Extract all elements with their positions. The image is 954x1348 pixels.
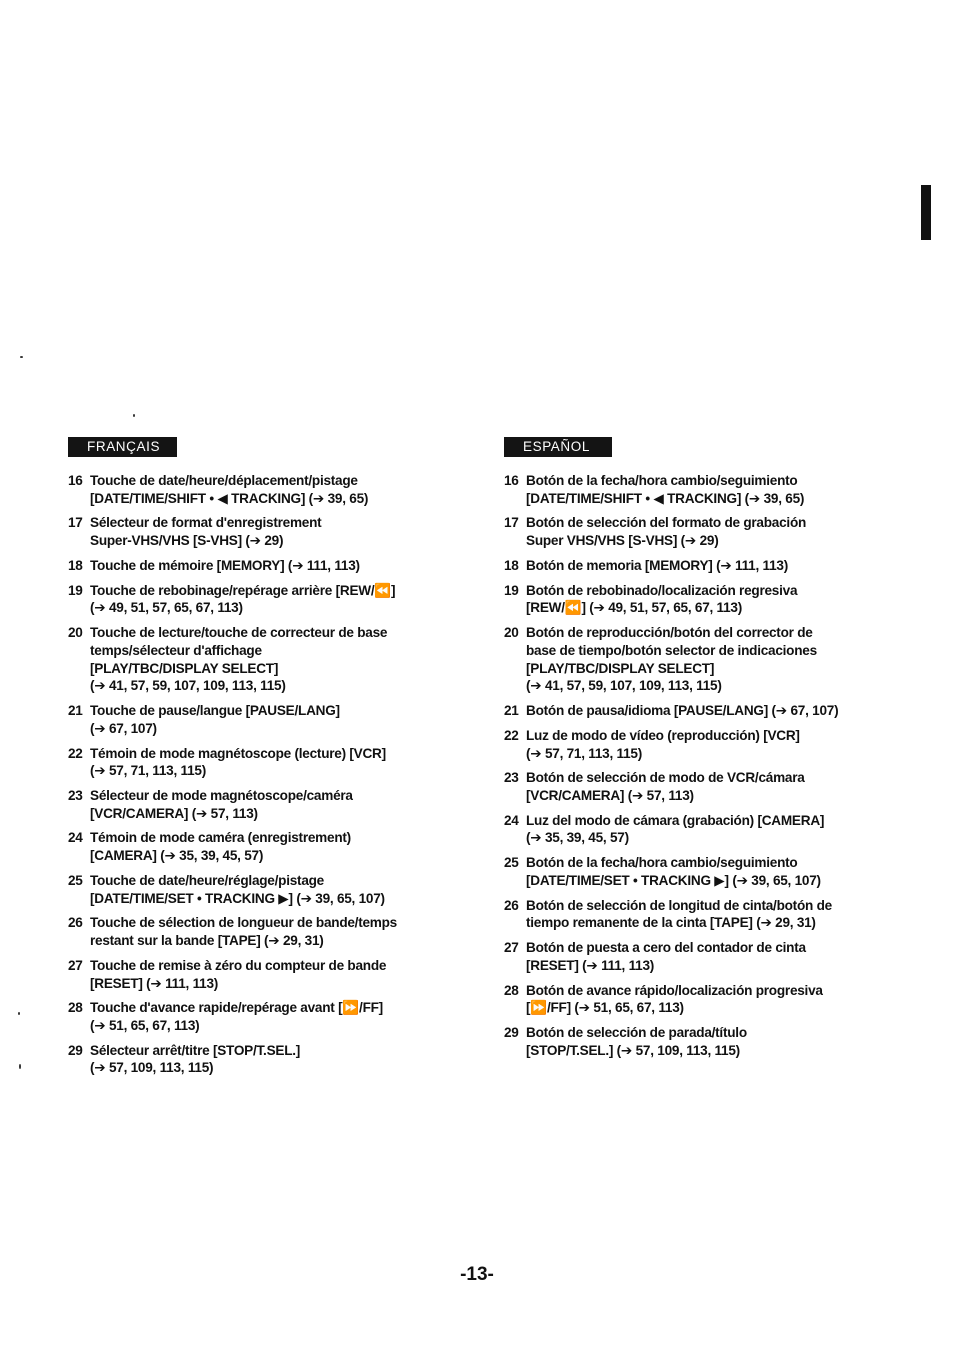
item-number: 29 [504,1025,519,1041]
item-number: 23 [68,787,83,803]
item-number: 20 [504,625,519,641]
espanol-list [504,472,884,1059]
item-number: 26 [68,915,83,931]
item-line: Botón de selección de longitud de cinta/botón de [526,897,832,913]
item-line: [VCR/CAMERA] (➔ 57, 113) [526,787,694,803]
item-line: Luz del modo de cámara (grabación) [CAMERA] [526,812,825,828]
scan-speck [19,1064,21,1069]
item-number: 17 [504,515,519,531]
item-line: Sélecteur arrêt/titre [STOP/T.SEL.] [90,1042,301,1058]
item-line: (➔ 41, 57, 59, 107, 109, 113, 115) [526,678,722,694]
item-number: 19 [68,582,83,598]
list-item [504,582,884,617]
item-number: 19 [504,582,519,598]
item-number: 26 [504,897,519,913]
item-text [90,872,443,907]
item-line: Botón de rebobinado/localización regresiva [526,582,798,598]
item-line: Touche de rebobinage/repérage arrière [REW/⏪] [90,582,396,598]
item-line: restant sur la bande [TAPE] (➔ 29, 31) [90,933,324,949]
item-text [90,745,443,780]
item-text [526,897,884,932]
list-item [504,1024,884,1059]
item-line: [VCR/CAMERA] (➔ 57, 113) [90,805,258,821]
item-line: Sélecteur de format d'enregistrement [90,515,322,531]
item-line: Témoin de mode caméra (enregistrement) [90,830,351,846]
item-line: Botón de memoria [MEMORY] (➔ 111, 113) [526,557,788,573]
item-text [90,999,443,1034]
item-line: tiempo remanente de la cinta [TAPE] (➔ 29, 31) [526,915,816,931]
item-text [526,624,884,694]
item-number: 17 [68,515,83,531]
item-number: 25 [504,855,519,871]
item-text [526,812,884,847]
list-item [504,897,884,932]
list-item [68,914,443,949]
list-item [68,624,443,694]
item-number: 29 [68,1042,83,1058]
item-number: 18 [504,557,519,573]
item-number: 16 [68,473,83,488]
francais-header: FRANÇAIS [68,437,177,457]
list-item [68,557,443,575]
list-item [68,514,443,549]
item-text [526,472,884,507]
item-number: 23 [504,770,519,786]
item-line: Botón de avance rápido/localización progresiva [526,982,823,998]
item-number: 22 [68,745,83,761]
list-item [68,957,443,992]
list-item [504,769,884,804]
item-number: 24 [68,830,83,846]
item-number: 27 [504,940,519,956]
item-line: Touche de remise à zéro du compteur de bande [90,957,387,973]
list-item [504,812,884,847]
item-text [90,472,443,507]
item-number: 24 [504,812,519,828]
list-item [68,472,443,507]
item-text [526,582,884,617]
item-text [90,914,443,949]
item-text [526,514,884,549]
list-item [68,829,443,864]
item-text [90,702,443,737]
item-text [90,557,443,575]
list-item [68,582,443,617]
espanol-header: ESPAÑOL [504,437,612,457]
list-item [504,472,884,507]
item-number: 28 [68,1000,83,1016]
item-number: 25 [68,872,83,888]
item-line: [REW/⏪] (➔ 49, 51, 57, 65, 67, 113) [526,600,743,616]
item-line: [DATE/TIME/SHIFT • ◀ TRACKING] (➔ 39, 65) [526,490,805,506]
item-line: Super-VHS/VHS [S-VHS] (➔ 29) [90,533,284,549]
item-line: Témoin de mode magnétoscope (lecture) [VCR] [90,745,386,761]
list-item [504,854,884,889]
list-item [504,624,884,694]
list-item [504,514,884,549]
scan-speck [133,414,135,417]
item-line: [PLAY/TBC/DISPLAY SELECT] [90,660,279,676]
item-line: (➔ 35, 39, 45, 57) [526,830,629,846]
francais-column [68,437,443,1084]
item-line: Botón de la fecha/hora cambio/seguimiento [526,855,798,871]
item-line: (➔ 57, 71, 113, 115) [90,763,206,779]
item-line: [DATE/TIME/SHIFT • ◀ TRACKING] (➔ 39, 65) [90,490,369,506]
list-item [68,872,443,907]
item-number: 21 [68,703,83,719]
list-item [504,727,884,762]
item-line: Touche de date/heure/déplacement/pistage [90,473,358,488]
item-text [90,787,443,822]
item-line: [DATE/TIME/SET • TRACKING ▶] (➔ 39, 65, 107) [90,890,385,906]
item-text [90,624,443,694]
list-item [504,702,884,720]
item-line: [STOP/T.SEL.] (➔ 57, 109, 113, 115) [526,1042,740,1058]
item-number: 22 [504,727,519,743]
item-text [90,514,443,549]
item-line: Sélecteur de mode magnétoscope/caméra [90,787,353,803]
item-line: Touche de sélection de longueur de bande/temps [90,915,397,931]
item-line: Botón de pausa/idioma [PAUSE/LANG] (➔ 67, 107) [526,703,839,719]
item-line: Touche de lecture/touche de correcteur de base [90,625,388,641]
item-line: Botón de la fecha/hora cambio/seguimiento [526,473,798,488]
item-text [526,939,884,974]
item-line: Botón de selección del formato de grabación [526,515,807,531]
item-text [526,702,884,720]
list-item [68,745,443,780]
item-line: [DATE/TIME/SET • TRACKING ▶] (➔ 39, 65, 107) [526,872,821,888]
item-number: 28 [504,982,519,998]
item-number: 16 [504,473,519,488]
item-line: base de tiempo/botón selector de indicaciones [526,642,817,658]
list-item [504,557,884,575]
item-line: Botón de selección de parada/título [526,1025,747,1041]
item-text [526,854,884,889]
francais-list [68,472,443,1077]
scan-speck [20,356,23,358]
item-line: (➔ 57, 109, 113, 115) [90,1060,214,1076]
item-line: (➔ 41, 57, 59, 107, 109, 113, 115) [90,678,286,694]
item-line: [CAMERA] (➔ 35, 39, 45, 57) [90,848,264,864]
list-item [68,1042,443,1077]
list-item [68,787,443,822]
item-number: 18 [68,557,83,573]
item-line: (➔ 67, 107) [90,720,157,736]
item-text [526,982,884,1017]
espanol-column [504,437,884,1067]
list-item [504,982,884,1017]
list-item [504,939,884,974]
item-line: Touche de mémoire [MEMORY] (➔ 111, 113) [90,557,360,573]
item-line: [PLAY/TBC/DISPLAY SELECT] [526,660,715,676]
item-line: Botón de puesta a cero del contador de cinta [526,940,806,956]
item-text [526,727,884,762]
item-line: (➔ 49, 51, 57, 65, 67, 113) [90,600,243,616]
scan-speck [18,1012,20,1015]
list-item [68,702,443,737]
item-line: [RESET] (➔ 111, 113) [526,957,655,973]
item-line: (➔ 51, 65, 67, 113) [90,1018,200,1033]
item-number: 20 [68,625,83,641]
item-line: Touche d'avance rapide/repérage avant [⏩/FF] [90,1000,383,1016]
item-line: temps/sélecteur d'affichage [90,642,262,658]
item-text [90,582,443,617]
item-text [90,829,443,864]
item-line: [⏩/FF] (➔ 51, 65, 67, 113) [526,1000,684,1016]
item-line: Botón de reproducción/botón del corrector de [526,625,813,641]
edge-thumb-tab [921,185,931,240]
page-number: -13- [460,1264,494,1285]
item-text [526,769,884,804]
item-line: Touche de date/heure/réglage/pistage [90,872,324,888]
item-line: Touche de pause/langue [PAUSE/LANG] [90,703,340,719]
list-item [68,999,443,1034]
item-line: (➔ 57, 71, 113, 115) [526,745,642,761]
item-text [90,1042,443,1077]
item-line: Luz de modo de vídeo (reproducción) [VCR] [526,727,800,743]
item-line: [RESET] (➔ 111, 113) [90,975,219,991]
item-number: 21 [504,703,519,719]
item-line: Super VHS/VHS [S-VHS] (➔ 29) [526,533,719,549]
item-text [90,957,443,992]
item-line: Botón de selección de modo de VCR/cámara [526,770,805,786]
item-text [526,557,884,575]
item-text [526,1024,884,1059]
item-number: 27 [68,957,83,973]
